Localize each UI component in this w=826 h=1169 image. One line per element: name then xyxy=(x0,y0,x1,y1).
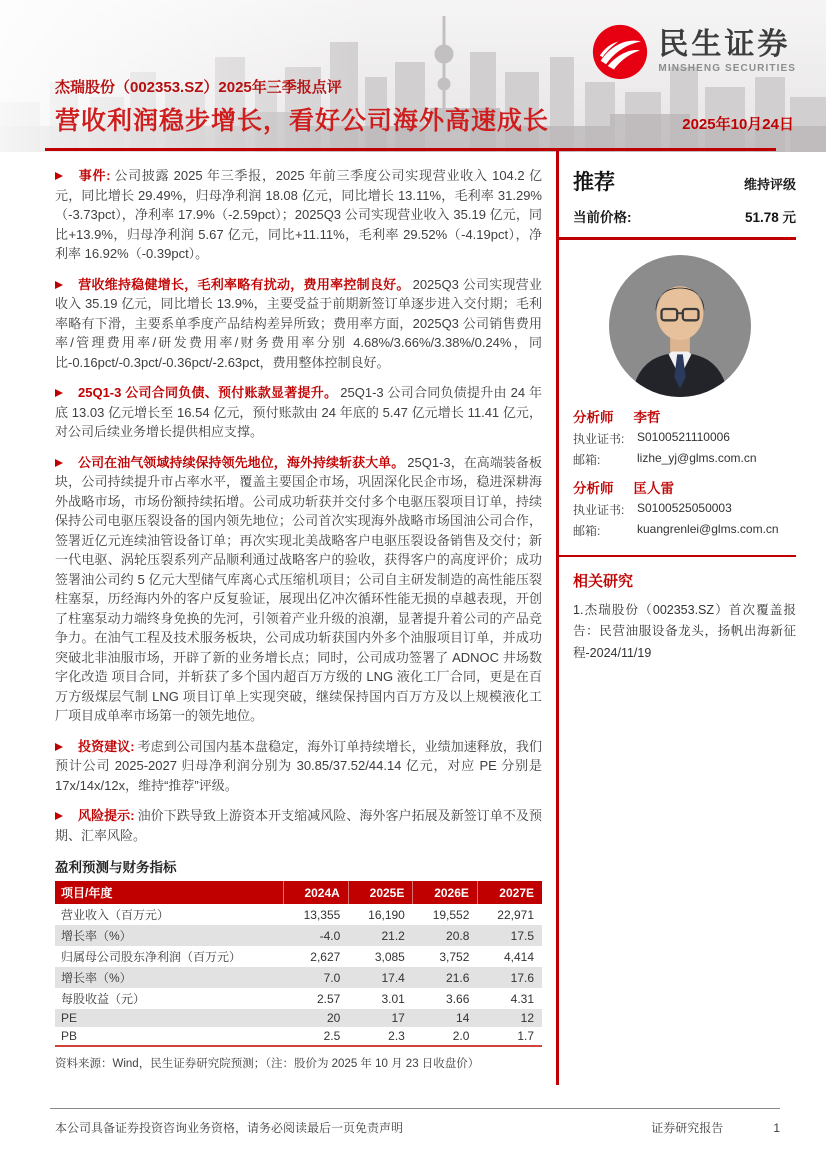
table-row xyxy=(55,925,542,946)
table-body xyxy=(55,904,542,1046)
financial-table-title: 盈利预测与财务指标 xyxy=(55,860,177,875)
table-cell: 12 xyxy=(520,1011,534,1025)
page-footer xyxy=(50,1108,780,1136)
cert-label: 执业证书: xyxy=(573,431,625,446)
table-header-cell: 项目/年度 xyxy=(55,881,284,904)
paragraph-heading: 25Q1-3 公司合同负债、预付账款显著提升。 xyxy=(78,385,338,400)
table-cell: 2.5 xyxy=(323,1029,341,1043)
paragraph-text: 公司披露 2025 年三季报，2025 年前三季度公司实现营业收入 104.2 亿元，同比增长 29.49%，归母净利润 18.08 亿元，同比增长 13.11%，毛利率 31.29%（-3.73pct），净利率 17.9%（-2.59pct）；2025Q3 公司实现营业收入 35.19 亿元，同比+13.9%，归母净利润 5.67 亿元，同比+11.11%，毛利率 29.52%（-4.19pct），净利率 16.92%（-0.39pct）。 xyxy=(55,168,542,261)
report-paragraph xyxy=(55,737,542,796)
table-row-label: 增长率（%） xyxy=(61,971,132,985)
table-cell: 1.7 xyxy=(517,1029,534,1043)
bullet-arrow-icon xyxy=(55,459,63,467)
bullet-arrow-icon xyxy=(55,389,63,397)
paragraph-text: 油价下跌导致上游资本开支缩减风险、海外客户拓展及新签订单不及预期、汇率风险。 xyxy=(55,808,542,843)
brand-logo xyxy=(592,24,796,80)
table-row-label: 每股收益（元） xyxy=(61,992,146,1006)
analyst-name-row xyxy=(573,477,796,497)
report-body xyxy=(55,166,542,1071)
table-cell: 16,190 xyxy=(368,907,405,922)
table-row-label: PE xyxy=(61,1011,78,1025)
table-cell: 4.31 xyxy=(510,991,534,1006)
analyst-email: kuangrenlei@glms.com.cn xyxy=(637,521,779,536)
table-cell: 17 xyxy=(391,1011,405,1025)
table-cell: 14 xyxy=(456,1011,470,1025)
report-paragraph xyxy=(55,806,542,845)
table-cell: 3.66 xyxy=(446,991,470,1006)
report-paragraph xyxy=(55,383,542,442)
table-cell: 4,414 xyxy=(503,949,534,964)
paragraph-list xyxy=(55,166,542,845)
page-number: 1 xyxy=(773,1120,780,1135)
table-cell: -4.0 xyxy=(319,928,341,943)
bullet-arrow-icon xyxy=(55,812,63,820)
table-cell: 2.0 xyxy=(452,1029,470,1043)
table-header-cell: 2025E xyxy=(348,881,413,904)
table-cell: 21.2 xyxy=(381,928,405,943)
table-cell: 7.0 xyxy=(323,970,341,985)
paragraph-heading: 投资建议: xyxy=(78,738,135,754)
rating-action: 维持评级 xyxy=(743,177,796,192)
cert-label-row xyxy=(573,501,796,518)
title-row xyxy=(55,101,794,137)
table-row xyxy=(55,1009,542,1027)
table-row-label: 营业收入（百万元） xyxy=(61,908,170,922)
table-row xyxy=(55,946,542,967)
sidebar-rule xyxy=(556,237,796,240)
report-paragraph xyxy=(55,275,542,373)
related-research-list xyxy=(573,600,796,664)
analyst-name: 李哲 xyxy=(633,409,661,425)
email-label: 邮箱: xyxy=(573,523,601,538)
table-cell: 19,552 xyxy=(432,907,470,922)
paragraph-heading: 风险提示: xyxy=(78,808,135,823)
bullet-arrow-icon xyxy=(55,281,63,289)
analyst-block xyxy=(573,477,796,539)
current-price-value: 51.78 元 xyxy=(744,210,796,225)
analyst-cert-number: S0100521110006 xyxy=(637,429,730,444)
table-header-cell: 2027E xyxy=(477,881,542,904)
paragraph-heading: 公司在油气领域持续保持领先地位，海外持续斩获大单。 xyxy=(78,454,405,470)
brand-name-cn: 民生证券 xyxy=(658,28,791,61)
analyst-portrait-image xyxy=(609,255,751,397)
cert-label: 执业证书: xyxy=(573,502,625,517)
paragraph-heading: 事件: xyxy=(78,168,111,183)
related-divider xyxy=(556,555,796,558)
table-header-cell: 2026E xyxy=(413,881,478,904)
table-source-note: 资料来源：Wind，民生证券研究院预测；（注：股价为 2025 年 10 月 23 日收盘价） xyxy=(55,1058,480,1070)
analyst-name-row xyxy=(573,406,796,426)
related-research-title: 相关研究 xyxy=(573,573,634,590)
analyst-role-label: 分析师 xyxy=(573,480,614,496)
table-cell: 3.01 xyxy=(381,991,405,1006)
email-label-row xyxy=(573,522,796,539)
current-price-label: 当前价格: xyxy=(573,210,632,225)
paragraph-heading: 营收维持稳健增长，毛利率略有扰动，费用率控制良好。 xyxy=(78,276,410,292)
report-header xyxy=(0,0,826,152)
table-cell: 13,355 xyxy=(303,907,341,922)
table-cell: 21.6 xyxy=(446,970,470,985)
analyst-name: 匡人雷 xyxy=(633,480,674,496)
bullet-arrow-icon xyxy=(55,172,63,180)
table-cell: 2,627 xyxy=(310,949,341,964)
table-cell: 17.4 xyxy=(381,970,405,985)
footer-report-type: 证券研究报告 xyxy=(651,1121,724,1135)
table-cell: 3,085 xyxy=(374,949,405,964)
table-cell: 2.57 xyxy=(316,991,341,1006)
analyst-role-label: 分析师 xyxy=(573,409,614,425)
table-cell: 20 xyxy=(326,1011,341,1025)
page-title: 营收利润稳步增长，看好公司海外高速成长 xyxy=(55,107,550,135)
table-cell: 17.6 xyxy=(510,970,534,985)
paragraph-text: 考虑到公司国内基本盘稳定，海外订单持续增长，业绩加速释放，我们预计公司 2025-2027 归母净利润分别为 30.85/37.52/44.14 亿元，对应 PE 分别是 17x/14x/12x，维持“推荐”评级。 xyxy=(55,738,542,793)
report-tag: 杰瑞股份（002353.SZ）2025年三季报点评 xyxy=(55,79,342,96)
cert-label-row xyxy=(573,430,796,447)
table-row-label: 增长率（%） xyxy=(61,929,132,943)
table-header-row xyxy=(55,881,542,904)
table-row-label: PB xyxy=(61,1029,78,1043)
brand-name-en: MINSHENG SECURITIES xyxy=(658,63,796,74)
paragraph-text: 25Q1-3 公司合同负债提升由 24 年底 13.03 亿元增长至 16.54 亿元，预付账款由 24 年底的 5.47 亿元增长 11.41 亿元，对公司后续业务增长提供相应支撑。 xyxy=(55,385,542,439)
analyst-cert-number: S0100525050003 xyxy=(637,500,732,515)
email-label: 邮箱: xyxy=(573,452,601,467)
analyst-email: lizhe_yj@glms.com.cn xyxy=(637,450,757,465)
table-row xyxy=(55,904,542,925)
rating-badge: 推荐 xyxy=(573,171,615,194)
table-row xyxy=(55,1027,542,1046)
bullet-arrow-icon xyxy=(55,743,63,751)
report-paragraph xyxy=(55,453,542,726)
minsheng-logo-icon xyxy=(592,24,648,80)
email-label-row xyxy=(573,451,796,468)
table-header-cell: 2024A xyxy=(284,881,349,904)
publish-date: 2025年10月24日 xyxy=(682,116,794,133)
financial-table xyxy=(55,881,542,1047)
report-paragraph xyxy=(55,166,542,264)
paragraph-text: 2025Q3 公司实现营业收入 35.19 亿元，同比增长 13.9%，主要受益于前期新签订单逐步进入交付期；毛利率略有下滑，主要系单季度产品结构差异所致；费用率方面，2025Q3 公司销售费用率/管理费用率/研发费用率/财务费用率分别 4.68%/3.66%/3.38%/0.24%，同比-0.16pct/-0.3pct/-0.36pct/-2.63pct，费用整体控制良好。 xyxy=(55,276,542,370)
sidebar xyxy=(556,166,796,664)
table-row xyxy=(55,967,542,988)
footer-disclaimer: 本公司具备证券投资咨询业务资格，请务必阅读最后一页免责声明 xyxy=(55,1121,404,1135)
table-cell: 3,752 xyxy=(439,949,470,964)
analyst-photo xyxy=(609,255,751,397)
table-row xyxy=(55,988,542,1009)
table-cell: 2.3 xyxy=(388,1029,405,1043)
related-research-item: 1.杰瑞股份（002353.SZ）首次覆盖报告：民营油服设备龙头，扬帆出海新征程-2024/11/19 xyxy=(573,603,796,660)
table-cell: 17.5 xyxy=(510,928,534,943)
table-cell: 20.8 xyxy=(446,928,470,943)
analyst-block xyxy=(573,406,796,468)
table-row-label: 归属母公司股东净利润（百万元） xyxy=(61,950,242,964)
paragraph-text: 25Q1-3，在高端装备板块，公司持续提升市占率水平，覆盖主要国企市场，巩固深化民企市场，稳进深耕海外战略市场，市场份额持续拓增。公司成功斩获并交付多个电驱压裂项目订单，持续保持公司电驱压裂设备的国内领先地位；公司首次实现海外战略市场国油公司合作，签署近亿元连续油管设备订单；再次实现北美战略客户电驱压裂设备销售及交付；新一代电驱、涡轮压裂系列产品顺利通过战略客户的验收，获得客户的高度评价；成功签署油公司约 5 亿元大型储气库离心式压缩机项目；公司自主研发制造的高性能压裂柱塞泵，历经海内外的客户反复验证，展现出亿冲次循环性能无损的卓越表现，开创了柱塞泵动力端终身免换的先河，引领着产业升级的浪潮，显著提升着公司的产品竞争力。在油气工程及技术服务板块，公司成功斩获国内外多个油服项目订单，并成功突破北非油服市场，开辟了新的业务增长点；同时，公司成功签署了 ADNOC 井场数字化改造 项目合同，并斩获了多个国内超百万方级的 LNG 液化工厂合同，更是在百万方级煤层气制 LNG 项目订单上实现突破，继续保持国内百万方及以上规模液化工厂项目成单率市场第一的领先地位。 xyxy=(55,454,542,723)
header-rule xyxy=(45,148,776,151)
table-cell: 22,971 xyxy=(497,907,534,922)
analyst-list xyxy=(573,406,796,539)
